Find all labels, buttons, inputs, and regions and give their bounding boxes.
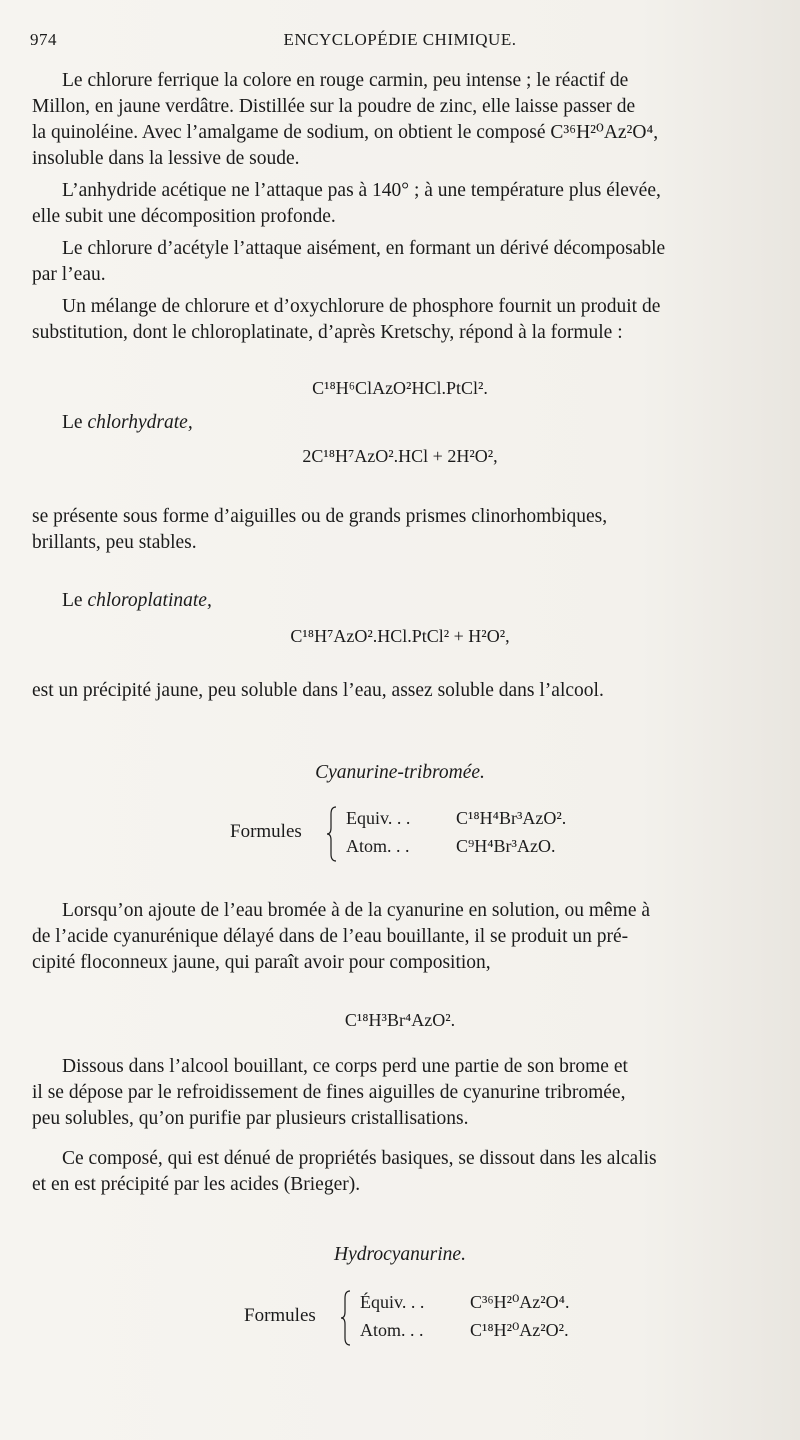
atom-label: Atom. . . bbox=[360, 1320, 424, 1340]
compound-name: chlorhydrate, bbox=[87, 412, 193, 433]
formules-block-hydrocyanurine bbox=[244, 1290, 664, 1346]
text-line: Un mélange de chlorure et d’oxychlorure de phosphore fournit un produit de bbox=[62, 296, 661, 317]
formules-label: Formules bbox=[230, 821, 302, 842]
text-line: il se dépose par le refroidissement de fines aiguilles de cyanurine tribromée, bbox=[32, 1082, 626, 1103]
text-line: par l’eau. bbox=[32, 264, 106, 285]
text-line: peu solubles, qu’on purifie par plusieurs cristallisations. bbox=[32, 1108, 469, 1129]
curly-brace-icon bbox=[341, 1290, 351, 1346]
atom-formula: C¹⁸H²⁰Az²O². bbox=[470, 1320, 569, 1340]
formula-chloroplatinate: C¹⁸H⁷AzO².HCl.PtCl² + H²O², bbox=[290, 626, 510, 646]
text-line: elle subit une décomposition profonde. bbox=[32, 206, 336, 227]
text-line: Millon, en jaune verdâtre. Distillée sur la poudre de zinc, elle laisse passer de bbox=[32, 96, 636, 117]
page-number: 974 bbox=[30, 30, 57, 49]
section-heading-hydrocyanurine: Hydrocyanurine. bbox=[334, 1244, 466, 1265]
curly-brace-icon bbox=[327, 806, 337, 862]
chloroplatinate-label bbox=[62, 588, 212, 613]
formula-row-atom bbox=[346, 836, 555, 857]
text-line: Lorsqu’on ajoute de l’eau bromée à de la cyanurine en solution, ou même à bbox=[62, 900, 651, 921]
equiv-formula: C¹⁸H⁴Br³AzO². bbox=[456, 808, 567, 828]
label-prefix: Le bbox=[62, 590, 88, 611]
formula-cyanurine-composition: C¹⁸H³Br⁴AzO². bbox=[344, 1010, 456, 1030]
text-line: cipité floconneux jaune, qui paraît avoir pour composition, bbox=[32, 952, 491, 973]
formula-chloroplatinate-substitution: C¹⁸H⁶ClAzO²HCl.PtCl². bbox=[312, 378, 488, 398]
formules-label: Formules bbox=[244, 1305, 316, 1326]
label-prefix: Le bbox=[62, 412, 88, 433]
equiv-label: Equiv. . . bbox=[346, 808, 411, 828]
formula-row-equiv bbox=[360, 1292, 569, 1313]
formula-row-equiv bbox=[346, 808, 566, 829]
text-line: substitution, dont le chloroplatinate, d’après Kretschy, répond à la formule : bbox=[32, 322, 623, 343]
text-line: de l’acide cyanurénique délayé dans de l’eau bouillante, il se produit un pré- bbox=[32, 926, 629, 947]
text-line: brillants, peu stables. bbox=[32, 532, 197, 553]
text-line: la quinoléine. Avec l’amalgame de sodium, on obtient le composé C³⁶H²⁰Az²O⁴, bbox=[32, 122, 659, 143]
running-head: ENCYCLOPÉDIE CHIMIQUE. bbox=[283, 30, 517, 49]
atom-formula: C⁹H⁴Br³AzO. bbox=[456, 836, 556, 856]
text-line: est un précipité jaune, peu soluble dans l’eau, assez soluble dans l’alcool. bbox=[32, 680, 604, 701]
text-line: Le chlorure d’acétyle l’attaque aisément, en formant un dérivé décomposable bbox=[62, 238, 666, 259]
text-line: Dissous dans l’alcool bouillant, ce corps perd une partie de son brome et bbox=[62, 1056, 628, 1077]
text-line: Le chlorure ferrique la colore en rouge carmin, peu intense ; le réactif de bbox=[62, 70, 629, 91]
text-line: et en est précipité par les acides (Brieger). bbox=[32, 1174, 361, 1195]
equiv-label: Équiv. . . bbox=[360, 1292, 425, 1312]
formula-row-atom bbox=[360, 1320, 569, 1341]
atom-label: Atom. . . bbox=[346, 836, 410, 856]
section-heading-cyanurine-tribromee: Cyanurine-tribromée. bbox=[315, 762, 485, 783]
chlorhydrate-label bbox=[62, 410, 193, 435]
equiv-formula: C³⁶H²⁰Az²O⁴. bbox=[470, 1292, 570, 1312]
page-header bbox=[30, 30, 770, 54]
text-line: Ce composé, qui est dénué de propriétés basiques, se dissout dans les alcalis bbox=[62, 1148, 657, 1169]
text-line: insoluble dans la lessive de soude. bbox=[32, 148, 300, 169]
text-line: L’anhydride acétique ne l’attaque pas à 140° ; à une température plus élevée, bbox=[62, 180, 661, 201]
formula-chlorhydrate: 2C¹⁸H⁷AzO².HCl + 2H²O², bbox=[302, 446, 498, 466]
formules-block-cyanurine bbox=[230, 806, 650, 862]
compound-name: chloroplatinate, bbox=[87, 590, 212, 611]
text-line: se présente sous forme d’aiguilles ou de grands prismes clinorhombiques, bbox=[32, 506, 608, 527]
